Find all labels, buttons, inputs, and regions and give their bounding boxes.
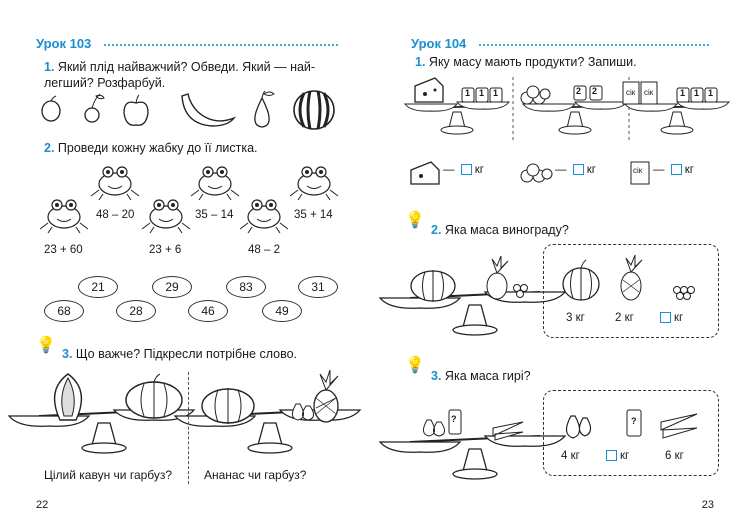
pears-mass: 4 кг — [561, 450, 580, 462]
weight-label: 2 — [592, 86, 598, 96]
frog-icon[interactable] — [91, 167, 139, 200]
carrots-mass: 6 кг — [665, 450, 684, 462]
pears-icon[interactable] — [292, 404, 313, 420]
sik-label: сік — [644, 88, 654, 97]
task-number: 1. — [44, 60, 55, 74]
right-page — [375, 0, 750, 529]
lightbulb-icon: 💡 — [405, 212, 425, 229]
juice-answer: — кг — [653, 164, 694, 176]
lightbulb-icon: 💡 — [36, 337, 56, 354]
task-3-right — [431, 368, 531, 384]
lily-pad[interactable]: 49 — [262, 300, 302, 322]
weight-label: 1 — [465, 88, 471, 98]
weight-label: 2 — [576, 86, 582, 96]
lesson-title-104: Урок 104 — [411, 36, 467, 51]
lily-pad[interactable]: 28 — [116, 300, 156, 322]
title-dotted-line — [479, 44, 709, 46]
question-mark: ? — [631, 416, 637, 426]
task-text: Яка маса гирі? — [444, 369, 531, 383]
lightbulb-icon: 💡 — [405, 357, 425, 374]
pineapple-icon — [621, 255, 642, 300]
apple-icon[interactable] — [124, 95, 148, 125]
frog-icon[interactable] — [40, 200, 88, 233]
frogs-area — [0, 158, 375, 258]
task-2-left — [44, 140, 258, 156]
tomato-answer: — кг — [555, 164, 596, 176]
scale-caption: Цілий кавун чи гарбуз? — [44, 468, 173, 482]
page-number: 23 — [701, 499, 714, 511]
frog-icon[interactable] — [240, 200, 288, 233]
watermelon-icon[interactable] — [294, 91, 334, 129]
product-scales — [375, 72, 750, 152]
task-2-right — [431, 222, 569, 238]
balance-scale — [405, 102, 509, 134]
lily-pad[interactable]: 68 — [44, 300, 84, 322]
pear-icon[interactable] — [255, 91, 274, 127]
tomatoes-icon — [521, 164, 552, 182]
frog-icon[interactable] — [142, 200, 190, 233]
answer-box[interactable] — [461, 164, 472, 175]
sik-label: сік — [626, 88, 636, 97]
unit-label: кг — [620, 450, 630, 462]
title-dotted-line — [104, 44, 338, 46]
pumpkin-mass: 3 кг — [566, 312, 585, 324]
cheese-icon — [411, 162, 439, 184]
pears-icon — [423, 420, 444, 436]
scale-caption: Ананас чи гарбуз? — [204, 468, 307, 482]
pineapple-mass: 2 кг — [615, 312, 634, 324]
lily-pad[interactable]: 31 — [298, 276, 338, 298]
balance-scale — [380, 292, 565, 335]
pumpkin-icon[interactable] — [126, 374, 182, 418]
weight-label: 1 — [493, 88, 499, 98]
tomatoes-icon[interactable] — [521, 86, 550, 104]
pears-icon — [566, 416, 590, 438]
fruits-row — [0, 88, 375, 148]
task-text: Яку масу мають продукти? Запиши. — [428, 55, 637, 69]
question-mark: ? — [451, 414, 457, 424]
cheese-answer: — кг — [443, 164, 484, 176]
frog-expression: 35 + 14 — [294, 209, 333, 221]
lily-pad[interactable]: 21 — [78, 276, 118, 298]
carrots-icon — [661, 414, 697, 438]
answer-box[interactable] — [573, 164, 584, 175]
watermelon-half-icon[interactable] — [55, 374, 82, 420]
task-number: 3. — [62, 347, 73, 361]
answer-box[interactable] — [606, 450, 617, 461]
pumpkin-icon[interactable] — [202, 388, 254, 424]
task-text: Яка маса винограду? — [444, 223, 569, 237]
task-number: 3. — [431, 369, 442, 383]
task-1-right — [415, 54, 637, 70]
plum-icon[interactable] — [42, 96, 60, 121]
weight-label: 1 — [694, 88, 700, 98]
dashed-separator — [188, 372, 189, 484]
task-text: Який плід найважчий? Обведи. Який — най- — [57, 60, 316, 74]
frog-expression: 48 – 20 — [96, 209, 135, 221]
unit-label: кг — [674, 312, 684, 324]
answer-box[interactable] — [660, 312, 671, 323]
cherry-icon[interactable] — [85, 94, 104, 122]
lesson-title-103: Урок 103 — [36, 36, 92, 51]
balance-scale — [625, 102, 729, 134]
banana-icon[interactable] — [182, 94, 234, 126]
grape-options — [545, 252, 725, 312]
task-text: Проведи кожну жабку до її листка. — [57, 141, 258, 155]
weight-label: 1 — [479, 88, 485, 98]
unit-label: кг — [684, 164, 694, 176]
task-number: 1. — [415, 55, 426, 69]
weight-label: 1 — [680, 88, 686, 98]
weight-mass — [603, 450, 629, 462]
task-3-left — [62, 346, 297, 362]
task-1-left — [44, 59, 344, 91]
pumpkin-icon — [563, 260, 599, 300]
task-text: Що важче? Підкресли потрібне слово. — [75, 347, 298, 361]
task-number: 2. — [431, 223, 442, 237]
frog-expression: 35 – 14 — [195, 209, 234, 221]
lily-pad[interactable]: 29 — [152, 276, 192, 298]
sik-label: сік — [633, 166, 643, 175]
task-text-line2: легший? Розфарбуй. — [44, 76, 166, 90]
unit-label: кг — [474, 164, 484, 176]
balance-scale — [523, 102, 627, 134]
frog-icon[interactable] — [191, 167, 239, 200]
grapes-icon — [674, 287, 695, 300]
grape-mass — [657, 312, 683, 324]
weight-options — [545, 396, 725, 456]
frog-icon[interactable] — [290, 167, 338, 200]
pineapple-icon[interactable] — [314, 370, 338, 422]
page-number: 22 — [36, 499, 49, 511]
task-number: 2. — [44, 141, 55, 155]
weight-label: 1 — [708, 88, 714, 98]
pumpkin-icon — [411, 270, 455, 302]
frog-expression: 23 + 6 — [149, 244, 182, 256]
pineapple-icon — [487, 256, 508, 299]
cheese-icon[interactable] — [415, 78, 443, 102]
unit-label: кг — [586, 164, 596, 176]
balance-scale — [380, 436, 565, 479]
frog-expression: 23 + 60 — [44, 244, 83, 256]
frog-expression: 48 – 2 — [248, 244, 280, 256]
lily-pad[interactable]: 46 — [188, 300, 228, 322]
lily-pad[interactable]: 83 — [226, 276, 266, 298]
answer-box[interactable] — [671, 164, 682, 175]
